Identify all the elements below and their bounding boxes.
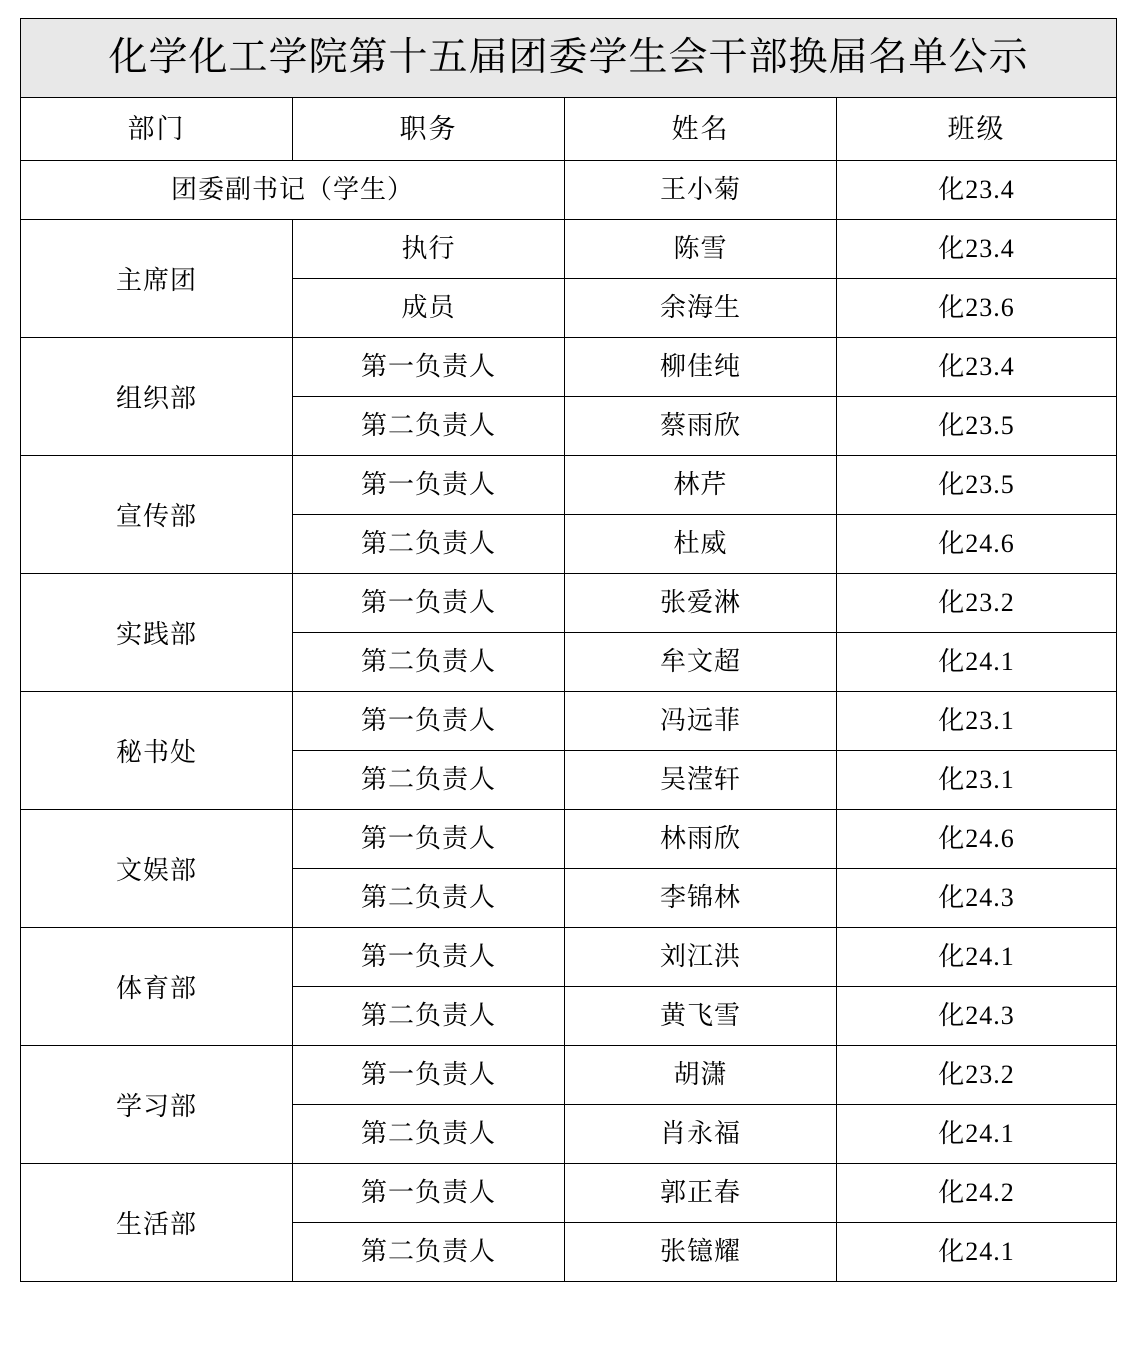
- cell-dept: 文娱部: [21, 810, 293, 928]
- cell-post: 第二负责人: [293, 515, 565, 574]
- roster-table: [20, 18, 1117, 1282]
- cell-class: 化23.4: [837, 161, 1117, 220]
- cell-name: 黄飞雪: [565, 987, 837, 1046]
- cell-class: 化23.2: [837, 574, 1117, 633]
- cell-name: 牟文超: [565, 633, 837, 692]
- cell-post: 第一负责人: [293, 810, 565, 869]
- cell-name: 李锦林: [565, 869, 837, 928]
- cell-post: 第一负责人: [293, 1164, 565, 1223]
- cell-post: 第一负责人: [293, 1046, 565, 1105]
- cell-post: 第二负责人: [293, 397, 565, 456]
- cell-post: 第一负责人: [293, 692, 565, 751]
- cell-class: 化23.6: [837, 279, 1117, 338]
- cell-name: 柳佳纯: [565, 338, 837, 397]
- table-row: [21, 220, 1117, 279]
- cell-dept: 生活部: [21, 1164, 293, 1282]
- cell-class: 化24.6: [837, 515, 1117, 574]
- cell-name: 余海生: [565, 279, 837, 338]
- cell-post: 第一负责人: [293, 574, 565, 633]
- cell-dept-post: 团委副书记（学生）: [21, 161, 565, 220]
- column-header-dept: 部门: [21, 98, 293, 161]
- cell-name: 林雨欣: [565, 810, 837, 869]
- cell-class: 化24.3: [837, 869, 1117, 928]
- column-header-name: 姓名: [565, 98, 837, 161]
- title-row: [21, 19, 1117, 98]
- table-row: [21, 810, 1117, 869]
- cell-class: 化24.1: [837, 633, 1117, 692]
- cell-post: 执行: [293, 220, 565, 279]
- table-row: [21, 456, 1117, 515]
- cell-name: 王小菊: [565, 161, 837, 220]
- cell-dept: 组织部: [21, 338, 293, 456]
- column-header-class: 班级: [837, 98, 1117, 161]
- cell-name: 张爱淋: [565, 574, 837, 633]
- cell-name: 吴滢轩: [565, 751, 837, 810]
- table-row: [21, 928, 1117, 987]
- cell-name: 胡潇: [565, 1046, 837, 1105]
- cell-post: 第二负责人: [293, 869, 565, 928]
- cell-name: 张镱耀: [565, 1223, 837, 1282]
- table-row: [21, 574, 1117, 633]
- table-row: [21, 692, 1117, 751]
- cell-class: 化23.5: [837, 397, 1117, 456]
- cell-class: 化24.1: [837, 1105, 1117, 1164]
- cell-name: 林芹: [565, 456, 837, 515]
- table-row: [21, 338, 1117, 397]
- cell-dept: 实践部: [21, 574, 293, 692]
- cell-post: 第二负责人: [293, 751, 565, 810]
- column-header-post: 职务: [293, 98, 565, 161]
- cell-name: 杜威: [565, 515, 837, 574]
- cell-post: 第一负责人: [293, 928, 565, 987]
- cell-post: 第二负责人: [293, 1105, 565, 1164]
- cell-post: 成员: [293, 279, 565, 338]
- cell-dept: 主席团: [21, 220, 293, 338]
- cell-name: 陈雪: [565, 220, 837, 279]
- cell-class: 化23.1: [837, 751, 1117, 810]
- cell-class: 化24.2: [837, 1164, 1117, 1223]
- cell-class: 化24.3: [837, 987, 1117, 1046]
- header-row: [21, 98, 1117, 161]
- cell-class: 化24.1: [837, 928, 1117, 987]
- cell-dept: 学习部: [21, 1046, 293, 1164]
- cell-class: 化24.1: [837, 1223, 1117, 1282]
- cell-class: 化24.6: [837, 810, 1117, 869]
- cell-dept: 体育部: [21, 928, 293, 1046]
- cell-post: 第二负责人: [293, 987, 565, 1046]
- cell-dept: 宣传部: [21, 456, 293, 574]
- cell-class: 化23.4: [837, 220, 1117, 279]
- table-row: [21, 1164, 1117, 1223]
- cell-name: 蔡雨欣: [565, 397, 837, 456]
- cell-class: 化23.1: [837, 692, 1117, 751]
- cell-name: 刘江洪: [565, 928, 837, 987]
- table-row: [21, 161, 1117, 220]
- cell-class: 化23.5: [837, 456, 1117, 515]
- page-title: 化学化工学院第十五届团委学生会干部换届名单公示: [21, 19, 1117, 98]
- cell-post: 第一负责人: [293, 456, 565, 515]
- cell-post: 第二负责人: [293, 1223, 565, 1282]
- cell-dept: 秘书处: [21, 692, 293, 810]
- cell-class: 化23.4: [837, 338, 1117, 397]
- table-row: [21, 1046, 1117, 1105]
- cell-name: 郭正春: [565, 1164, 837, 1223]
- cell-name: 冯远菲: [565, 692, 837, 751]
- cell-class: 化23.2: [837, 1046, 1117, 1105]
- cell-name: 肖永福: [565, 1105, 837, 1164]
- cell-post: 第二负责人: [293, 633, 565, 692]
- cell-post: 第一负责人: [293, 338, 565, 397]
